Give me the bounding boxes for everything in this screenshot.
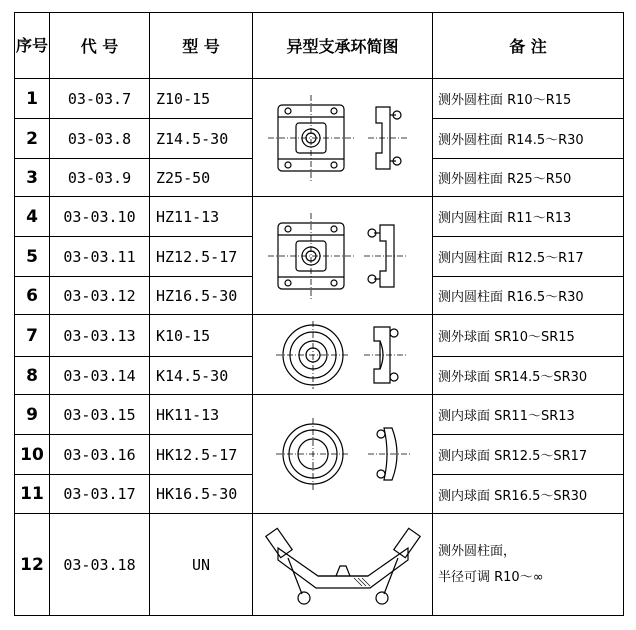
row-model: HZ12.5-17	[150, 237, 253, 277]
row-note: 测外圆柱面 R14.5～R30	[433, 119, 624, 159]
header-seq: 序号	[15, 13, 50, 79]
row-seq: 10	[15, 435, 50, 475]
table-row	[15, 197, 624, 237]
row-seq: 6	[15, 277, 50, 315]
row-code: 03-03.8	[50, 119, 150, 159]
row-code: 03-03.12	[50, 277, 150, 315]
figure-sphere-outer	[253, 315, 433, 395]
row-note: 测内球面 SR12.5～SR17	[433, 435, 624, 475]
row-seq: 4	[15, 197, 50, 237]
row-model: HK16.5-30	[150, 475, 253, 514]
header-note: 备 注	[433, 13, 624, 79]
row-seq: 5	[15, 237, 50, 277]
row-seq: 11	[15, 475, 50, 514]
row-model: HZ11-13	[150, 197, 253, 237]
figure-cylinder-inner	[253, 197, 433, 315]
row-note: 测内圆柱面 R12.5～R17	[433, 237, 624, 277]
header-code: 代 号	[50, 13, 150, 79]
row-model: K14.5-30	[150, 357, 253, 395]
header-model: 型 号	[150, 13, 253, 79]
note-line-2: 半径可调 R10～∞	[438, 569, 544, 585]
row-model: UN	[150, 514, 253, 616]
table-row	[15, 395, 624, 435]
sphere-outer-ring-drawing	[258, 317, 428, 393]
row-note: 测外球面 SR10～SR15	[433, 315, 624, 357]
row-seq: 1	[15, 79, 50, 119]
row-code: 03-03.16	[50, 435, 150, 475]
row-seq: 7	[15, 315, 50, 357]
table-row	[15, 514, 624, 616]
row-seq: 8	[15, 357, 50, 395]
figure-cylinder-outer	[253, 79, 433, 197]
row-code: 03-03.18	[50, 514, 150, 616]
cylinder-outer-ring-drawing	[258, 83, 428, 193]
row-model: Z10-15	[150, 79, 253, 119]
header-figure: 异型支承环简图	[253, 13, 433, 79]
row-note-multiline	[433, 514, 624, 616]
header-row	[15, 13, 624, 79]
table-row	[15, 315, 624, 357]
row-seq: 3	[15, 159, 50, 197]
figure-sphere-inner	[253, 395, 433, 514]
row-code: 03-03.13	[50, 315, 150, 357]
row-note: 测内圆柱面 R16.5～R30	[433, 277, 624, 315]
support-ring-table	[14, 12, 624, 616]
row-model: HK12.5-17	[150, 435, 253, 475]
row-code: 03-03.7	[50, 79, 150, 119]
row-code: 03-03.9	[50, 159, 150, 197]
figure-adjustable	[253, 514, 433, 616]
row-seq: 2	[15, 119, 50, 159]
row-code: 03-03.10	[50, 197, 150, 237]
note-line-1: 测外圆柱面，	[438, 543, 517, 559]
row-model: Z25-50	[150, 159, 253, 197]
row-model: Z14.5-30	[150, 119, 253, 159]
row-note: 测内球面 SR16.5～SR30	[433, 475, 624, 514]
row-seq: 9	[15, 395, 50, 435]
row-note: 测内圆柱面 R11～R13	[433, 197, 624, 237]
row-note: 测内球面 SR11～SR13	[433, 395, 624, 435]
row-code: 03-03.11	[50, 237, 150, 277]
row-note: 测外圆柱面 R25～R50	[433, 159, 624, 197]
row-seq: 12	[15, 514, 50, 616]
row-code: 03-03.17	[50, 475, 150, 514]
adjustable-v-block-drawing	[258, 518, 428, 612]
row-model: HK11-13	[150, 395, 253, 435]
table-row	[15, 79, 624, 119]
row-note: 测外圆柱面 R10～R15	[433, 79, 624, 119]
row-model: HZ16.5-30	[150, 277, 253, 315]
row-code: 03-03.14	[50, 357, 150, 395]
sphere-inner-ring-drawing	[258, 404, 428, 504]
row-code: 03-03.15	[50, 395, 150, 435]
cylinder-inner-ring-drawing	[258, 201, 428, 311]
row-note: 测外球面 SR14.5～SR30	[433, 357, 624, 395]
row-model: K10-15	[150, 315, 253, 357]
